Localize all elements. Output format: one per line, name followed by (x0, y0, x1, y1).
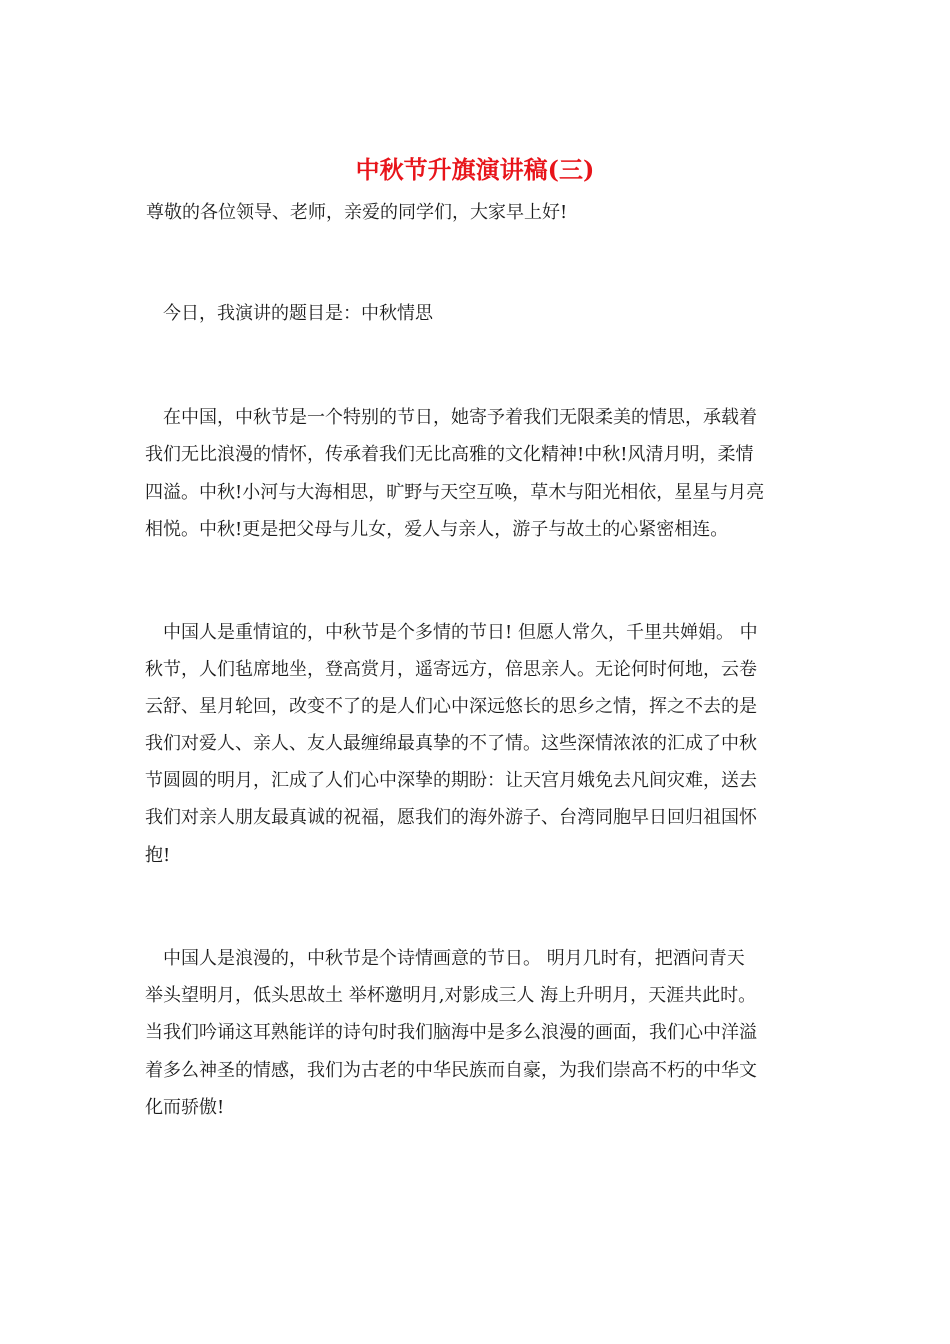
paragraph-2-line-4: 相悦。中秋!更是把父母与儿女，爱人与亲人，游子与故土的心紧密相连。 (145, 519, 729, 540)
paragraph-4-line-3: 当我们吟诵这耳熟能详的诗句时我们脑海中是多么浪漫的画面，我们心中洋溢 (145, 1022, 757, 1043)
paragraph-4-line-2: 举头望明月，低头思故土 举杯邀明月,对影成三人 海上升明月，天涯共此时。 (145, 985, 757, 1006)
paragraph-1-line-1: 今日，我演讲的题目是：中秋情思 (163, 303, 433, 324)
document-title: 中秋节升旗演讲稿(三) (355, 155, 595, 184)
paragraph-3-line-6: 我们对亲人朋友最真诚的祝福，愿我们的海外游子、台湾同胞早日回归祖国怀 (145, 807, 757, 828)
paragraph-3-line-3: 云舒、星月轮回，改变不了的是人们心中深远悠长的思乡之情，挥之不去的是 (145, 696, 757, 717)
greeting-line: 尊敬的各位领导、老师，亲爱的同学们，大家早上好! (146, 202, 568, 223)
paragraph-2-line-2: 我们无比浪漫的情怀，传承着我们无比高雅的文化精神!中秋!风清月明，柔情 (145, 444, 754, 465)
paragraph-4-line-1: 中国人是浪漫的，中秋节是个诗情画意的节日。 明月几时有，把酒问青天 (163, 948, 745, 969)
paragraph-4-line-4: 着多么神圣的情感，我们为古老的中华民族而自豪，为我们崇高不朽的中华文 (145, 1060, 757, 1081)
paragraph-3-line-7: 抱! (145, 845, 171, 866)
paragraph-4-line-5: 化而骄傲! (145, 1097, 225, 1118)
paragraph-3-line-2: 秋节，人们毡席地坐，登高赏月，遥寄远方，倍思亲人。无论何时何地，云卷 (145, 659, 757, 680)
paragraph-2-line-3: 四溢。中秋!小河与大海相思，旷野与天空互唤，草木与阳光相依，星星与月亮 (145, 482, 765, 503)
paragraph-3-line-5: 节圆圆的明月，汇成了人们心中深挚的期盼：让天宫月娥免去凡间灾难，送去 (145, 770, 757, 791)
paragraph-2-line-1: 在中国，中秋节是一个特别的节日，她寄予着我们无限柔美的情思，承载着 (163, 407, 757, 428)
paragraph-3-line-4: 我们对爱人、亲人、友人最缠绵最真挚的不了情。这些深情浓浓的汇成了中秋 (145, 733, 757, 754)
paragraph-3-line-1: 中国人是重情谊的，中秋节是个多情的节日! 但愿人常久，千里共婵娟。 中 (163, 622, 758, 643)
